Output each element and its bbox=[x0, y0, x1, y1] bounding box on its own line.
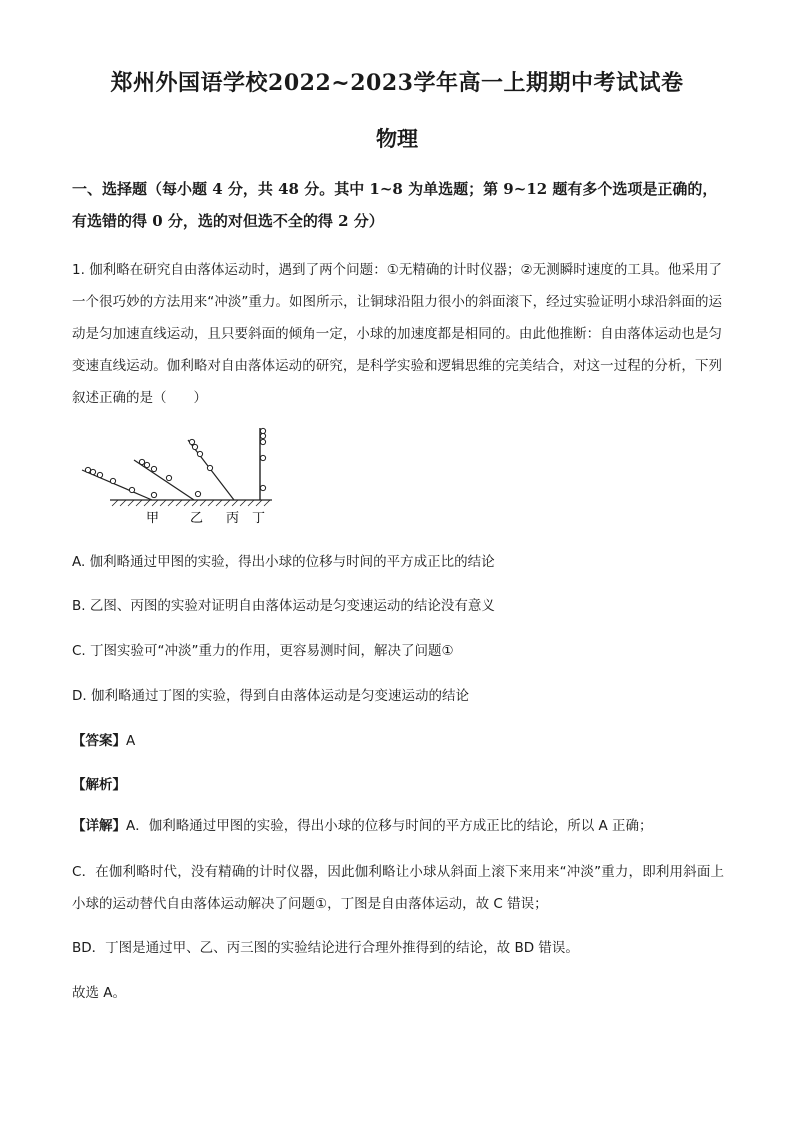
question-stem: 1. 伽利略在研究自由落体运动时，遇到了两个问题：①无精确的计时仪器；②无测瞬时速度的工具。他采用了一个很巧妙的方法用来“冲淡”重力。如图所示，让铜球沿阻力很小的斜面滚下，经过实验证明小球沿斜面的运动是匀加速直线运动，且只要斜面的倾角一定，小球的加速度都是相同的。由此他推断：自由落体运动也是匀变速直线运动。伽利略对自由落体运动的研究，是科学实验和逻辑思维的完美结合，对这一过程的分析，下列叙述正确的是（ ） bbox=[72, 262, 722, 406]
answer-tag: 【答案】 bbox=[72, 733, 126, 749]
conclusion: 故选 A。 bbox=[72, 985, 127, 1001]
analysis-tag: 【解析】 bbox=[72, 777, 126, 793]
ball-bottom-yi bbox=[151, 492, 156, 497]
galileo-incline-figure bbox=[80, 424, 280, 530]
subject-title: 物理 bbox=[376, 126, 418, 151]
detail-c: C．在伽利略时代，没有精确的计时仪器，因此伽利略让小球从斜面上滚下来用来“冲淡”重力，即利用斜面上小球的运动替代自由落体运动解决了问题①，丁图是自由落体运动，故 C 错误； bbox=[72, 864, 724, 912]
ground-hatching bbox=[112, 500, 270, 506]
exam-title: 郑州外国语学校2022~2023学年高一上期期中考试试卷 bbox=[110, 70, 684, 96]
section-heading: 一、选择题（每小题 4 分，共 48 分。其中 1~8 为单选题；第 9~12 题有多个选项是正确的，有选错的得 0 分，选的对但选不全的得 2 分） bbox=[72, 180, 718, 230]
option-b: B. 乙图、丙图的实验对证明自由落体运动是匀变速运动的结论没有意义 bbox=[72, 598, 495, 614]
label-ding: 丁 bbox=[252, 511, 266, 526]
incline-yi bbox=[134, 460, 194, 500]
detail-a-text: A．伽利略通过甲图的实验，得出小球的位移与时间的平方成正比的结论，所以 A 正确； bbox=[126, 818, 653, 834]
detail-tag: 【详解】 bbox=[72, 818, 126, 834]
label-bing: 丙 bbox=[226, 511, 240, 526]
balls-bing bbox=[189, 439, 212, 496]
option-d: D. 伽利略通过丁图的实验，得到自由落体运动是匀变速运动的结论 bbox=[72, 688, 469, 704]
option-a: A. 伽利略通过甲图的实验，得出小球的位移与时间的平方成正比的结论 bbox=[72, 554, 495, 570]
answer-value: A bbox=[126, 733, 136, 749]
detail-a bbox=[72, 810, 724, 842]
balls-yi bbox=[139, 459, 171, 480]
answer-line bbox=[72, 729, 135, 749]
option-c: C. 丁图实验可“冲淡”重力的作用，更容易测时间，解决了问题① bbox=[72, 643, 454, 659]
detail-bd: BD．丁图是通过甲、乙、丙三图的实验结论进行合理外推得到的结论，故 BD 错误。 bbox=[72, 940, 579, 956]
balls-ding bbox=[260, 428, 265, 490]
label-yi: 乙 bbox=[190, 511, 204, 526]
label-jia: 甲 bbox=[146, 511, 160, 526]
